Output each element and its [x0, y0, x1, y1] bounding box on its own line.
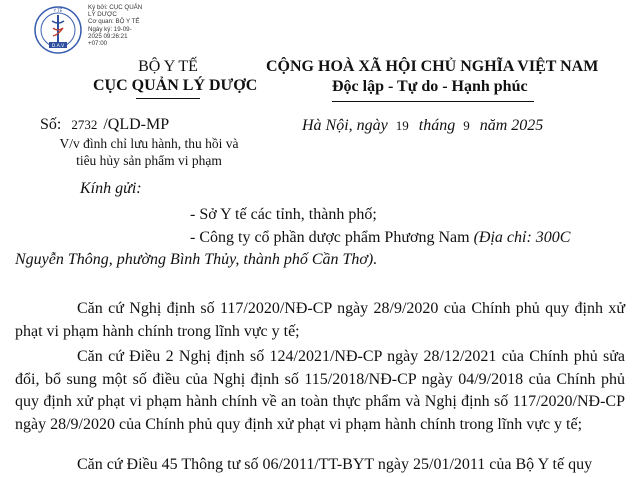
recipient-2-name: - Công ty cổ phần dược phẩm Phương Nam — [190, 229, 474, 246]
logo-text-bottom: D.A.V — [51, 44, 65, 49]
doc-number-suffix: /QLD-MP — [103, 116, 170, 133]
recipient-2-address-continued: Nguyễn Thông, phường Bình Thủy, thành phố Cần Thơ). — [15, 251, 378, 268]
agency-divider — [136, 98, 200, 99]
signature-line: 2025 09:26:21 — [88, 32, 128, 40]
paragraph-legal-basis-1: Căn cứ Nghị định số 117/2020/NĐ-CP ngày 28/9/2020 của Chính phủ quy định xử phạt vi phạm hành chính trong lĩnh vực y tế; — [15, 300, 625, 340]
doc-number-value: 2732 — [71, 117, 98, 132]
date-place: Hà Nội, ngày — [302, 117, 388, 134]
signature-line: Ngày ký: 19-09- — [88, 25, 132, 33]
recipient-2 — [190, 226, 570, 250]
document-subject — [24, 135, 274, 169]
recipient-1: - Sở Y tế các tỉnh, thành phố; — [190, 206, 377, 223]
date-month-label: tháng — [418, 117, 456, 134]
document-number — [40, 116, 169, 134]
digital-signature-stamp — [88, 4, 142, 47]
recipient-2-address: (Địa chỉ: 300C — [473, 229, 571, 246]
logo-text-top: Y TẾ — [53, 8, 63, 13]
signature-line: LÝ DƯỢC — [88, 11, 117, 19]
signature-line: +07:00 — [88, 40, 108, 48]
nation-title: CỘNG HOÀ XÃ HỘI CHỦ NGHĨA VIỆT NAM — [266, 58, 599, 75]
agency-name: CỤC QUẢN LÝ DƯỢC — [93, 77, 258, 94]
date-day: 19 — [395, 118, 409, 133]
date-year: năm 2025 — [479, 117, 544, 134]
paragraph-legal-basis-2: Căn cứ Điều 2 Nghị định số 124/2021/NĐ-CP ngày 28/12/2021 của Chính phủ sửa đổi, bổ sung một số điều của Nghị định số 115/2018/NĐ-CP ngày 04/9/2018 của Chính phủ quy định xử phạt vi phạm hành chính về an toàn thực phẩm và Nghị định số 117/2020/NĐ-CP ngày 28/9/2020 của Chính phủ quy định xử phạt vi phạm hành chính trong lĩnh vực y tế; — [15, 348, 625, 433]
subject-line: tiêu hủy sản phẩm vi phạm — [76, 153, 222, 168]
agency-parent: BỘ Y TẾ — [138, 58, 198, 75]
greeting: Kính gửi: — [80, 180, 142, 197]
national-motto: Độc lập - Tự do - Hạnh phúc — [332, 78, 528, 95]
motto-divider — [332, 101, 534, 102]
paragraph-legal-basis-3: Căn cứ Điều 45 Thông tư số 06/2011/TT-BYT ngày 25/01/2011 của Bộ Y tế quy — [77, 456, 593, 473]
ministry-logo-icon — [34, 6, 82, 54]
signature-line: Ký bởi: CỤC QUẢN — [88, 4, 143, 11]
subject-line: V/v đình chỉ lưu hành, thu hồi và — [59, 136, 239, 151]
date-line — [302, 117, 543, 135]
date-month: 9 — [463, 118, 470, 133]
doc-number-prefix: Số: — [40, 116, 62, 133]
signature-line: Cơ quan: BỘ Y TẾ — [88, 18, 140, 26]
